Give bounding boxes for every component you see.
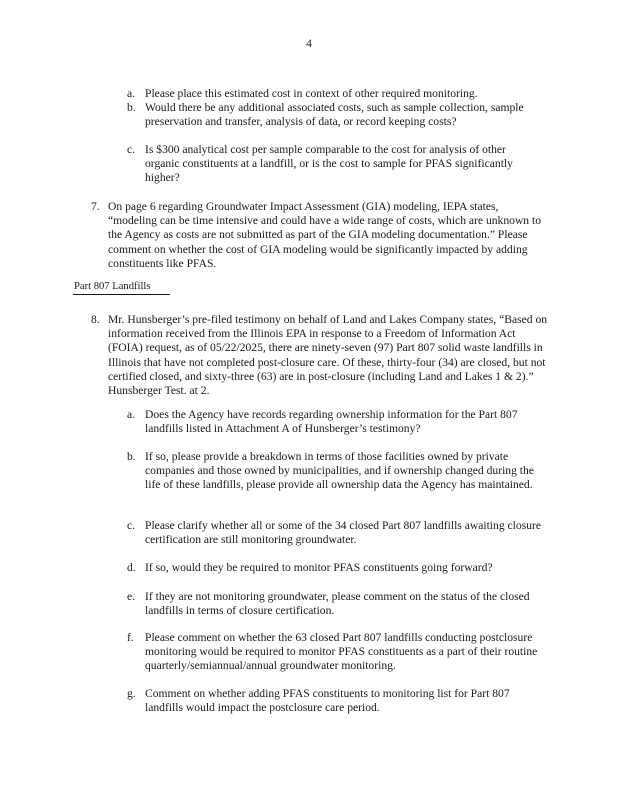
question-8-text: Mr. Hunsberger’s pre-filed testimony on behalf of Land and Lakes Company states, “Based on information received from the Illinois EPA in response to a Freedom of Information Act (FOIA) request, as of 05/22/2025, there are ninety-seven (97) Part 807 solid waste landfills in Illinois that have not completed post-closure care. Of these, thirty-four (34) are closed, but not certified closed, and sixty-three (63) are in post-closure (including Land and Lakes 1 & 2).” Hunsberger Test. at 2.: [108, 313, 548, 398]
section-heading-underline: [73, 294, 170, 295]
item-text-8-g: Comment on whether adding PFAS constituents to monitoring list for Part 807 landfills would impact the postclosure care period.: [145, 687, 510, 715]
page-number: 4: [306, 37, 312, 50]
question-7-text: On page 6 regarding Groundwater Impact Assessment (GIA) modeling, IEPA states, “modeling can be time intensive and could have a wide range of costs, which are unknown to the Agency as costs are not submitted as part of the GIA modeling documentation.” Please comment on whether the cost of GIA modeling would be significantly impacted by adding constituents like PFAS.: [108, 200, 542, 270]
item-text-8-a: Does the Agency have records regarding ownership information for the Part 807 landfills listed in Attachment A of Hunsberger’s testimony?: [145, 408, 518, 436]
item-marker-top-c: c.: [127, 143, 136, 156]
item-text-top-a: Please place this estimated cost in context of other required monitoring.: [145, 87, 478, 100]
item-marker-8-d: d.: [127, 561, 136, 574]
item-marker-8-c: c.: [127, 519, 136, 532]
item-text-8-c: Please clarify whether all or some of the 34 closed Part 807 landfills awaiting closure certification are still monitoring groundwater.: [145, 519, 542, 547]
item-marker-8-e: e.: [127, 590, 136, 603]
item-text-8-b: If so, please provide a breakdown in terms of those facilities owned by private companies and those owned by municipalities, and if ownership changed during the life of these landfills, please provide all ownership data the Agency has maintained.: [145, 450, 534, 492]
item-text-8-d: If so, would they be required to monitor PFAS constituents going forward?: [145, 561, 493, 574]
item-marker-8-f: f.: [127, 631, 134, 644]
item-text-8-e: If they are not monitoring groundwater, please comment on the status of the closed landfills in terms of closure certification.: [145, 590, 530, 618]
item-marker-top-b: b.: [127, 101, 136, 114]
item-marker-8-b: b.: [127, 450, 136, 463]
item-marker-8-g: g.: [127, 687, 136, 700]
item-text-8-f: Please comment on whether the 63 closed Part 807 landfills conducting postclosure monitoring would be required to monitor PFAS constituents as a part of their routine quarterly/semiannual/annual groundwater monitoring.: [145, 631, 538, 673]
item-text-top-b: Would there be any additional associated costs, such as sample collection, sample preservation and transfer, analysis of data, or record keeping costs?: [145, 101, 524, 129]
question-7-marker: 7.: [91, 200, 100, 213]
section-heading: Part 807 Landfills: [74, 281, 151, 292]
item-text-top-c: Is $300 analytical cost per sample comparable to the cost for analysis of other organic constituents at a landfill, or is the cost to sample for PFAS significantly higher?: [145, 143, 513, 185]
item-marker-top-a: a.: [127, 87, 136, 100]
item-marker-8-a: a.: [127, 408, 136, 421]
question-8-marker: 8.: [91, 313, 100, 326]
